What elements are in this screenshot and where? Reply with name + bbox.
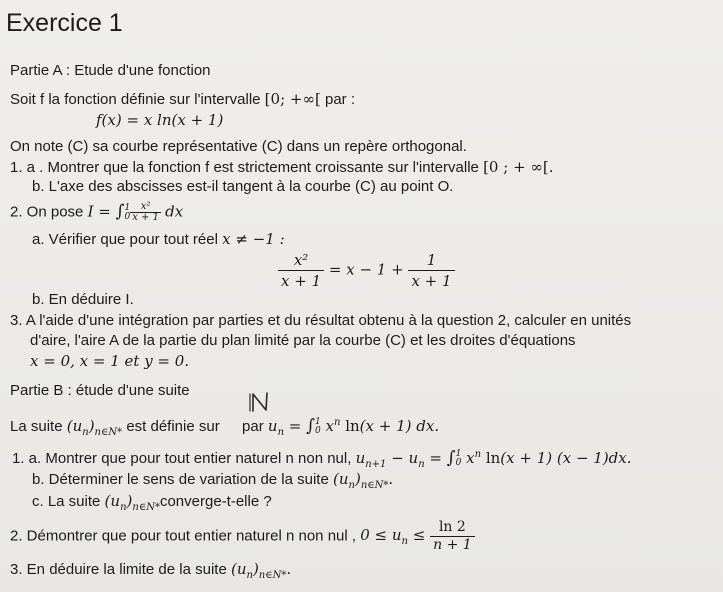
- partB-q1a: 1. a. Montrer que pour tout entier naturel n non nul, $u_{n+1} - u_n$ = ∫ 1 0 $x^n$ ln(x + 1) (x − 1)dx.: [12, 448, 632, 470]
- partB-q1c: c. La suite $(u_n)_{n\in N*}converge-t$-elle ?: [32, 492, 272, 513]
- partB-q2: 2. Démontrer que pour tout entier naturel n non nul , $0 \le u_n$ ≤ $\frac{\ln 2}{n + 1}$: [10, 519, 475, 554]
- handwritten-n-mark: [248, 390, 274, 414]
- partA-q2b: b. En déduire I.: [32, 291, 134, 308]
- partB-q3-text: 3. En déduire la limite de la suite: [10, 561, 227, 578]
- partA-q3-line2: d'aire, l'aire A de la partie du plan limité par la courbe (C) et les droites d'équations: [30, 332, 576, 349]
- integral-upper: 1: [124, 202, 131, 213]
- partA-interval: [0; +∞[: [264, 90, 321, 108]
- function-definition: f(x) = x ln(x + 1): [96, 111, 224, 129]
- partA-q2-text: 2. On pose: [10, 203, 84, 221]
- partB-seq-text1: La suite: [10, 418, 63, 435]
- identity-rhs-fraction: $\frac{1}{x + 1}$: [408, 250, 454, 291]
- partA-q3-line3: x = 0, x = 1 et y = 0.: [30, 352, 190, 370]
- partA-q1a-text: 1. a . Montrer que la fonction f est strictement croissante sur l'intervalle: [10, 159, 479, 176]
- exercise-title: Exercice 1: [6, 9, 123, 37]
- partA-q2a-text: a. Vérifier que pour tout réel: [32, 231, 218, 248]
- ln2-over-n-plus-1: $\frac{\ln 2}{n + 1}$: [430, 519, 475, 554]
- partB-q1c-text: c. La suite: [32, 493, 101, 510]
- partB-q1c-end: converge-t-elle ?: [159, 493, 272, 510]
- partB-q2-text: 2. Démontrer que pour tout entier naturel n non nul ,: [10, 527, 357, 545]
- partA-q2a-cond: x ≠ −1 :: [222, 230, 285, 248]
- partA-intro: [10, 90, 355, 109]
- partA-identity: [278, 250, 455, 291]
- partB-seq-text2: est définie sur: [126, 418, 220, 435]
- partB-seq-text3: par: [242, 418, 264, 435]
- partA-q1b: b. L'axe des abscisses est-il tangent à la courbe (C) au point O.: [32, 178, 454, 195]
- partB-q2-ineq: 0 ≤ u: [360, 526, 402, 545]
- partA-heading: Partie A : Etude d'une fonction: [10, 62, 211, 79]
- partA-q3-line1: 3. A l'aide d'une intégration par parties et du résultat obtenu à la question 2, calculer en unités: [10, 312, 632, 329]
- partA-q1a: [10, 158, 554, 177]
- partA-q2a: [32, 230, 285, 249]
- partA-intro-text: Soit f la fonction définie sur l'intervalle: [10, 91, 261, 108]
- partB-sequence-def: La suite $(u_n)_{n\in N*}$ est définie sur par $u_n$ = ∫ 1 0 $x^n$ ln(x + 1) dx.: [10, 416, 440, 438]
- integral-bounds: 1 0: [124, 202, 131, 222]
- partB-q3: 3. En déduire la limite de la suite $(u_n)_{n\in N*}$.: [10, 560, 292, 581]
- partB-heading: Partie B : étude d'une suite: [10, 382, 190, 399]
- identity-rhs: = x − 1 +: [328, 260, 404, 279]
- identity-lhs: $\frac{\text{x²}}{x + 1}$: [278, 250, 324, 291]
- partA-intro-end: par :: [324, 91, 355, 108]
- partB-q1b-text: b. Déterminer le sens de variation de la suite: [32, 471, 329, 488]
- partA-q2: 2. On pose I = ∫ 1 0 $\frac{\text{x²}}{x + 1}$ dx: [10, 201, 184, 223]
- partB-q1a-text: 1. a. Montrer que pour tout entier naturel n non nul,: [12, 450, 352, 467]
- partA-q2-fraction: $\frac{\text{x²}}{x + 1}$: [132, 201, 159, 223]
- partA-q2-I: I =: [87, 202, 116, 221]
- partB-q1b: b. Déterminer le sens de variation de la suite $(u_n)_{n\in N*}$.: [32, 470, 394, 491]
- integral-sign: ∫: [115, 201, 125, 222]
- partA-q1a-interval: [0 ; + ∞[.: [483, 158, 554, 176]
- partA-note: On note (C) sa courbe représentative (C) dans un repère orthogonal.: [10, 138, 467, 155]
